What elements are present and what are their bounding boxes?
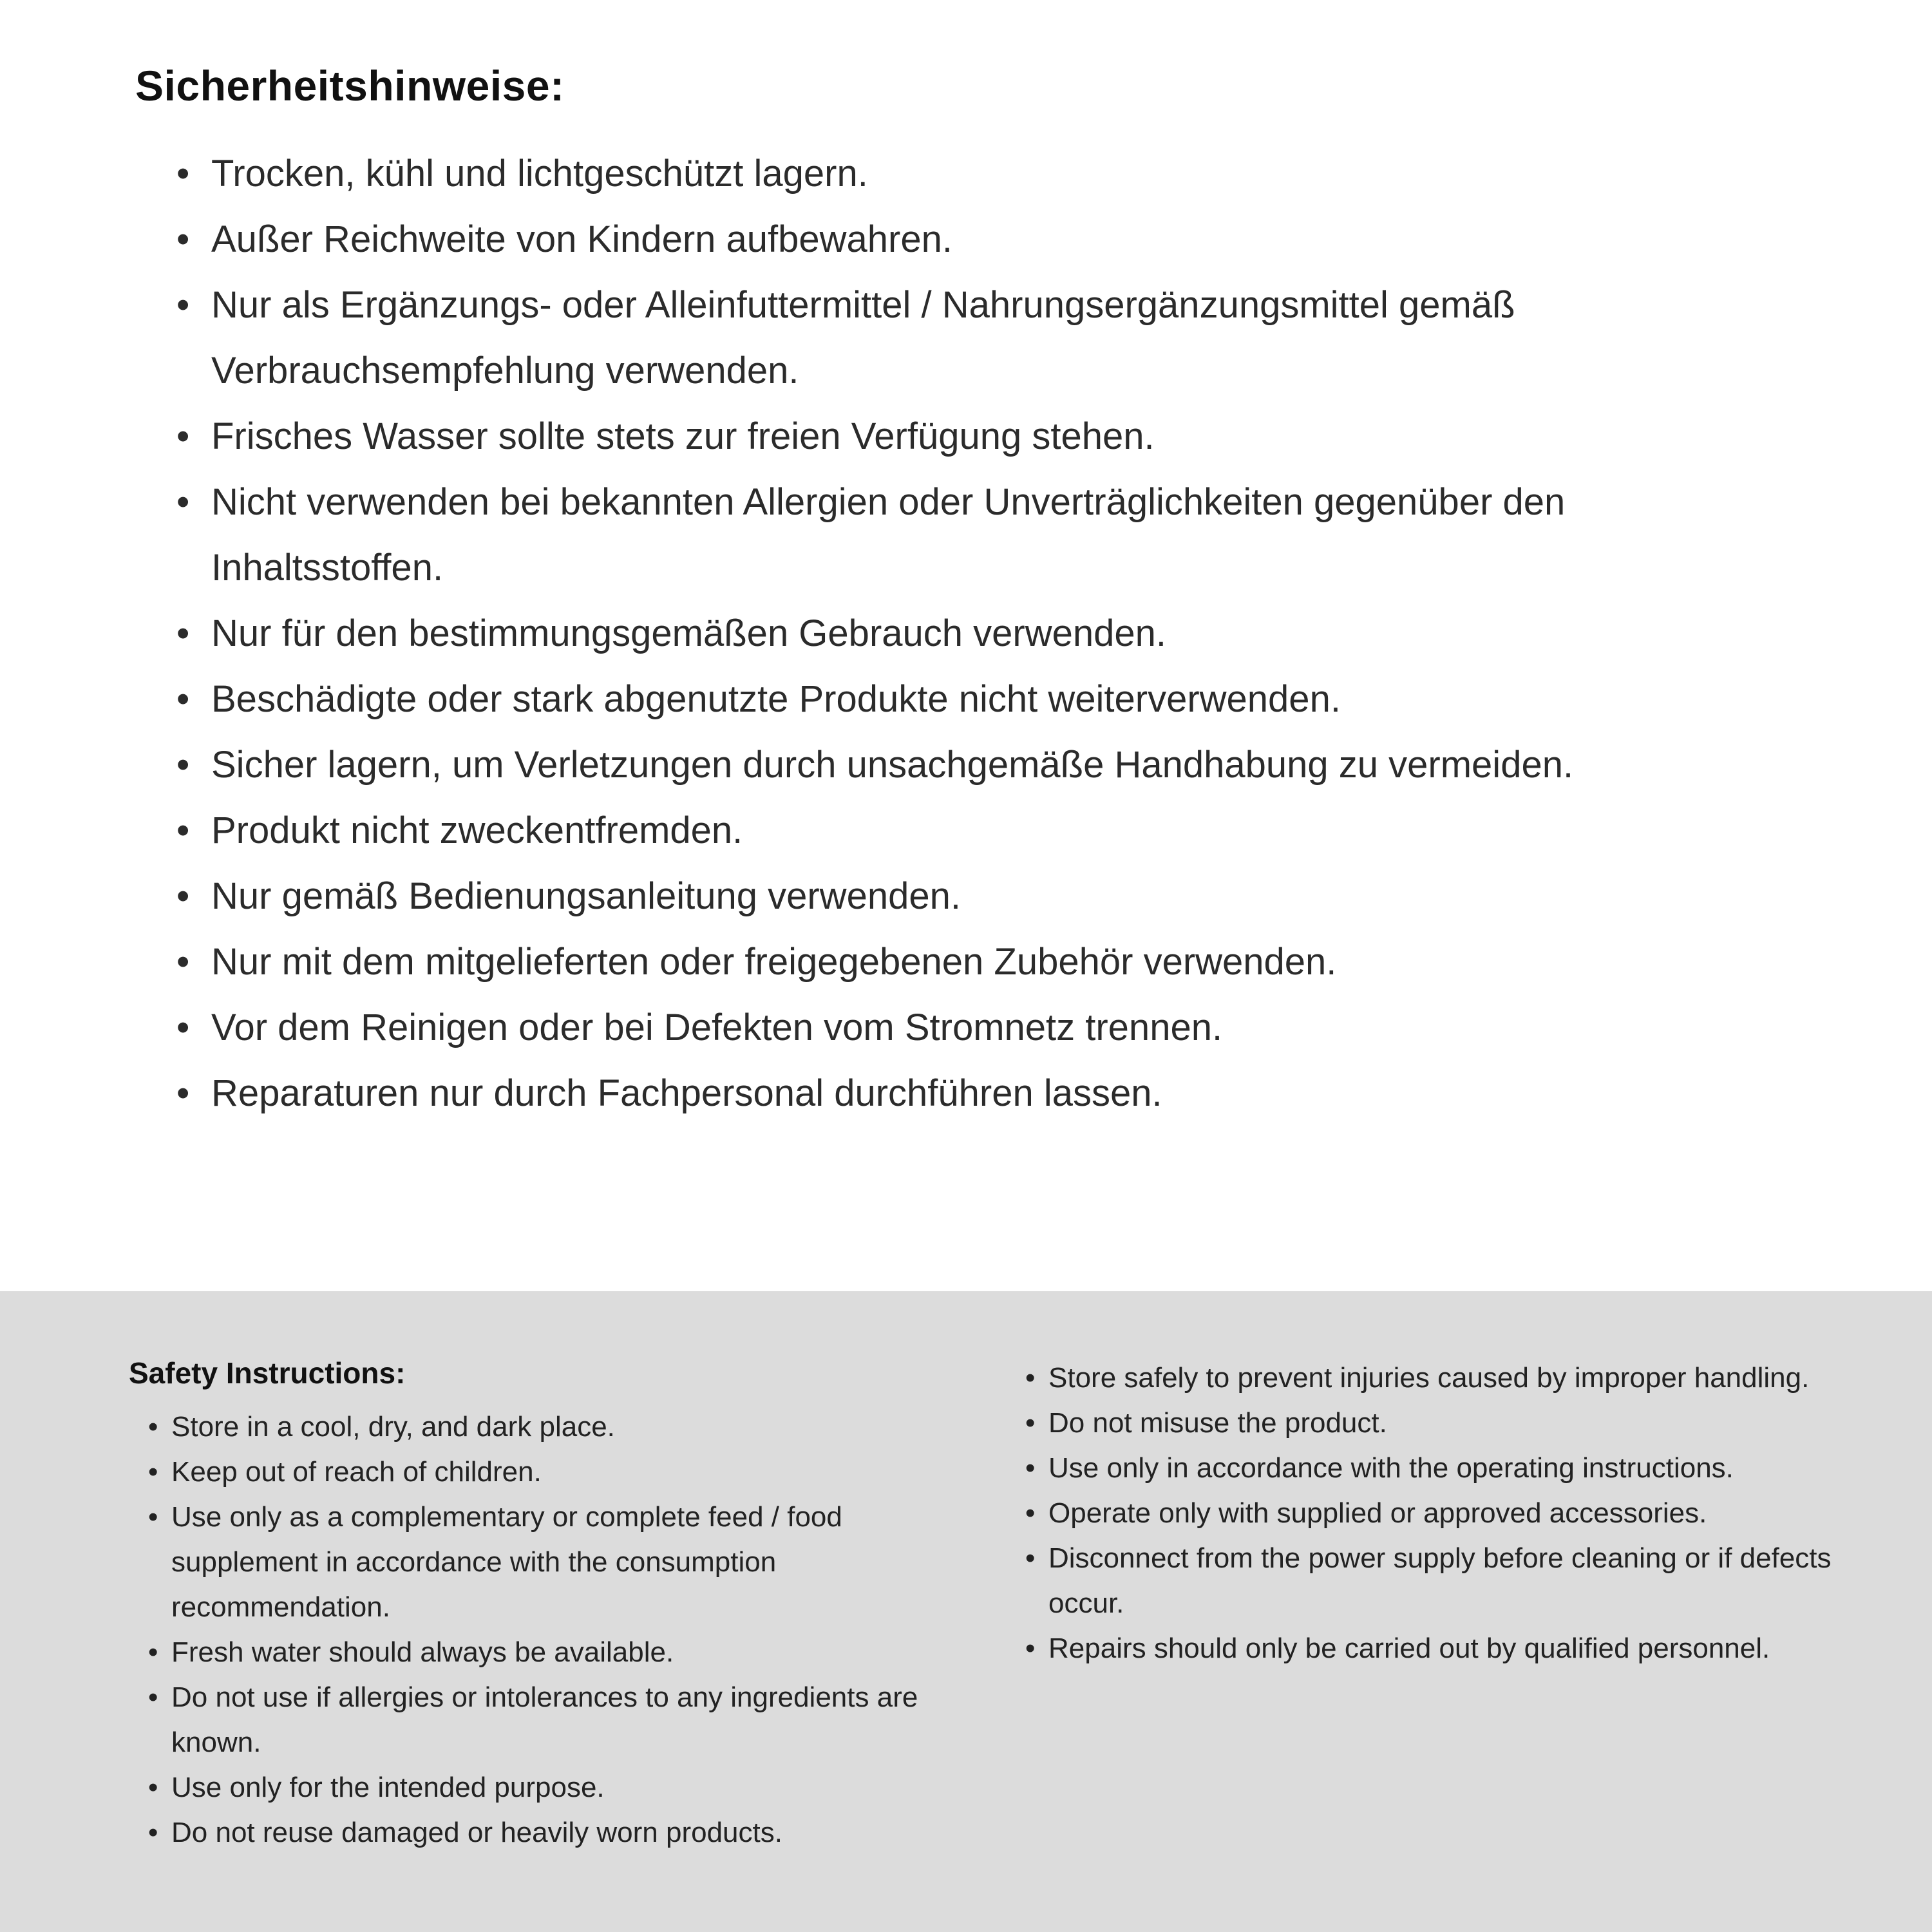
english-list-item: • Do not use if allergies or intolerances to any ingredients are known. — [146, 1675, 970, 1765]
german-list-item: • Trocken, kühl und lichtgeschützt lagern. — [173, 141, 1750, 207]
english-list-item: • Keep out of reach of children. — [146, 1450, 970, 1495]
german-list-item: • Produkt nicht zweckentfremden. — [173, 798, 1750, 864]
german-list-item: • Nur als Ergänzungs- oder Alleinfuttermittel / Nahrungsergänzungsmittel gemäß Verbrauchsempfehlung verwenden. — [173, 272, 1750, 404]
english-heading: Safety Instructions: — [129, 1356, 406, 1390]
english-left-column — [129, 1356, 979, 1855]
english-list-item: • Repairs should only be carried out by qualified personnel. — [1023, 1626, 1834, 1671]
english-right-column — [1023, 1356, 1834, 1671]
english-list-item: • Use only as a complementary or complete feed / food supplement in accordance with the consumption recommendation. — [146, 1495, 970, 1630]
german-list-item: • Sicher lagern, um Verletzungen durch unsachgemäße Handhabung zu vermeiden. — [173, 732, 1750, 798]
german-list-item: • Nur für den bestimmungsgemäßen Gebrauch verwenden. — [173, 601, 1750, 667]
english-list-item: • Disconnect from the power supply before cleaning or if defects occur. — [1023, 1536, 1834, 1626]
english-list-item: • Use only for the intended purpose. — [146, 1765, 970, 1810]
german-list-item: • Reparaturen nur durch Fachpersonal durchführen lassen. — [173, 1061, 1750, 1126]
english-list-item: • Do not misuse the product. — [1023, 1401, 1834, 1446]
german-list-item: • Vor dem Reinigen oder bei Defekten vom Stromnetz trennen. — [173, 995, 1750, 1061]
german-list-item: • Frisches Wasser sollte stets zur freien Verfügung stehen. — [173, 404, 1750, 469]
german-list-item: • Außer Reichweite von Kindern aufbewahren. — [173, 207, 1750, 272]
german-heading: Sicherheitshinweise: — [135, 62, 565, 109]
english-list-item: • Store in a cool, dry, and dark place. — [146, 1405, 970, 1450]
german-list-item: • Beschädigte oder stark abgenutzte Produkte nicht weiterverwenden. — [173, 667, 1750, 732]
german-list-item: • Nicht verwenden bei bekannten Allergien oder Unverträglichkeiten gegenüber den Inhaltsstoffen. — [173, 469, 1750, 601]
english-left-list — [146, 1405, 970, 1855]
english-list-item: • Use only in accordance with the operating instructions. — [1023, 1446, 1834, 1491]
english-list-item: • Fresh water should always be available. — [146, 1630, 970, 1675]
german-list — [173, 141, 1750, 1126]
english-right-list — [1023, 1356, 1834, 1671]
english-list-item: • Operate only with supplied or approved accessories. — [1023, 1491, 1834, 1536]
german-list-item: • Nur mit dem mitgelieferten oder freigegebenen Zubehör verwenden. — [173, 929, 1750, 995]
english-list-item: • Store safely to prevent injuries caused by improper handling. — [1023, 1356, 1834, 1401]
english-list-item: • Do not reuse damaged or heavily worn products. — [146, 1810, 970, 1855]
german-list-item: • Nur gemäß Bedienungsanleitung verwenden. — [173, 864, 1750, 929]
english-section — [0, 1291, 1932, 1932]
